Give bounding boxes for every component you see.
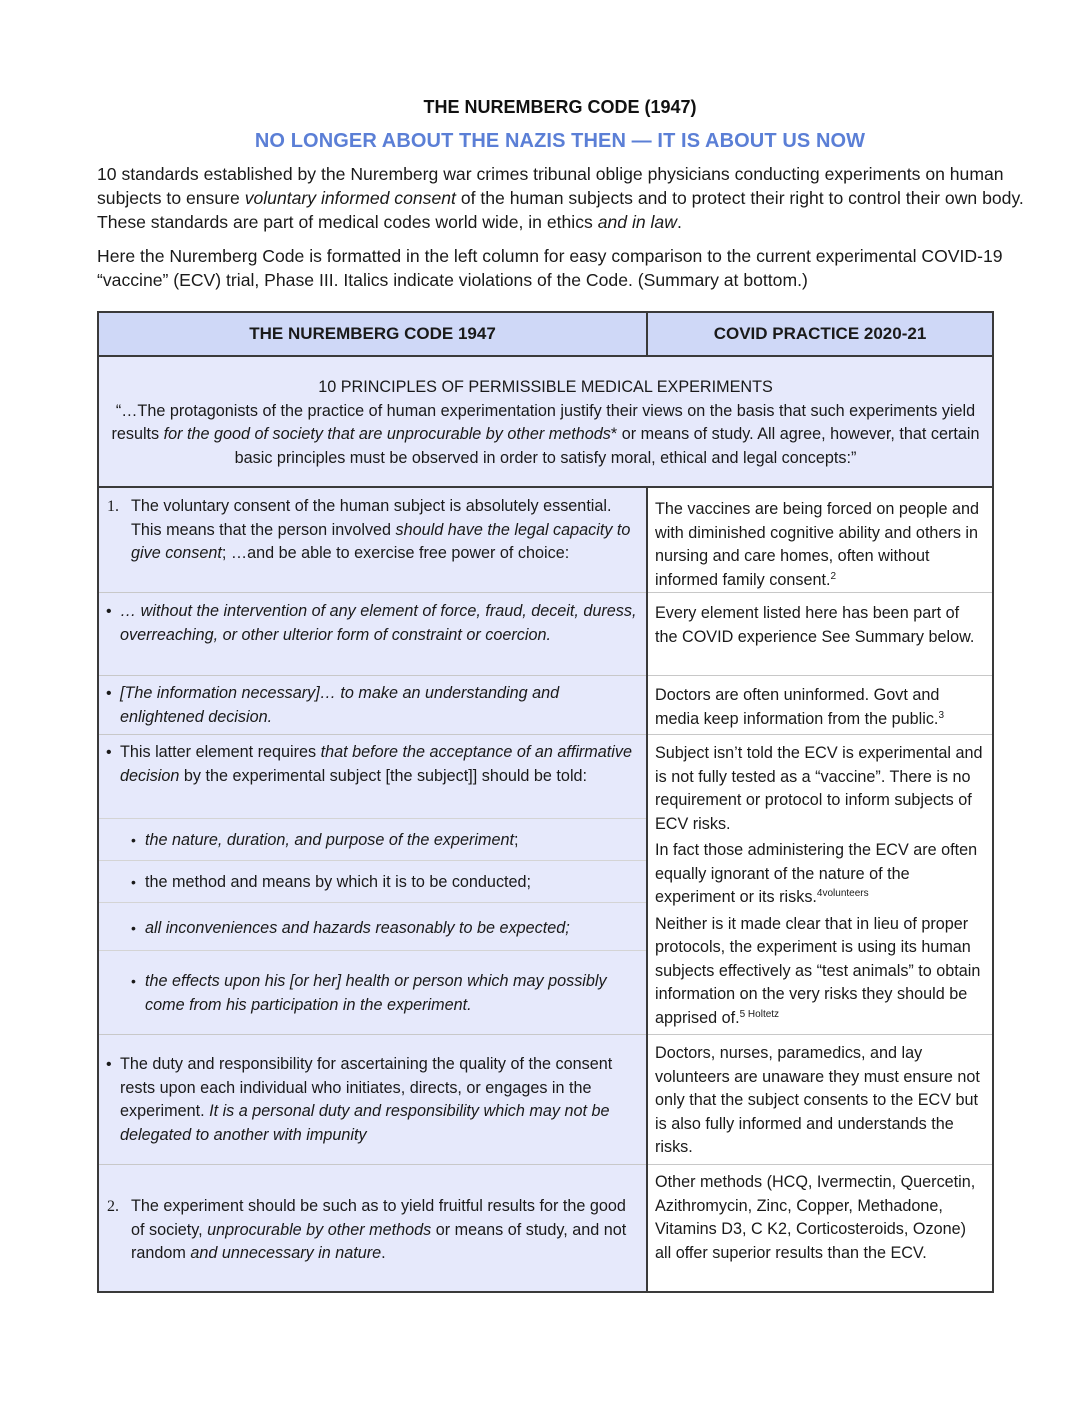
practice-paragraph-1: Subject isn’t told the ECV is experimental and is not fully tested as a “vaccine”. There is no requirement or protocol to inform subjects of ECV risks. (655, 744, 983, 833)
nuremberg-code-column (99, 488, 648, 1291)
row-text-b: or means of study, and not random (131, 1220, 627, 1262)
row-text (131, 1195, 638, 1266)
row-divider (648, 675, 992, 676)
practice-row-1 (655, 498, 986, 592)
row-divider (648, 734, 992, 735)
sub-divider (99, 860, 646, 861)
row-divider (99, 675, 646, 676)
row-text-c: . (381, 1244, 386, 1262)
practice-row-3 (655, 684, 986, 731)
practice-text: Doctors are often uninformed. Govt and media keep information from the public. (655, 686, 940, 728)
practice-row-6: Other methods (HCQ, Ivermectin, Quercetin, Azithromycin, Zinc, Copper, Methadone, Vitamins D3, C K2, Corticosteroids, Ozone) all offer superior results than the ECV. (655, 1173, 976, 1262)
row-italic-2: and unnecessary in nature (190, 1244, 382, 1262)
sub-bullet: • (131, 874, 136, 890)
document-title: THE NUREMBERG CODE (1947) (423, 97, 697, 117)
sub-text: the method and means by which it is to be conducted; (145, 873, 532, 891)
row-divider (648, 1164, 992, 1165)
intro-text-1: 10 standards established by the Nuremberg war crimes tribunal oblige physicians conducting experiments on human subjects to ensure (97, 164, 1004, 208)
footnote-ref: 2 (830, 570, 837, 582)
comparison-table (97, 311, 994, 1293)
quote-text-b: * or means of study. All agree, however, that certain basic principles must be observed in order to satisfy moral, ethical and legal concepts:” (234, 425, 980, 467)
sub-italic: all inconveniences and hazards reasonably to be expected; (145, 919, 570, 937)
intro-text-2: of the human subjects and to protect their right to control their own body. These standards are part of medical codes world wide, in ethics (97, 188, 1024, 232)
row-number: 2. (107, 1198, 119, 1215)
sub-bullet: • (131, 920, 136, 936)
intro-text-3: . (676, 212, 682, 232)
row-text-a: This latter element requires (120, 743, 321, 761)
sub-text (145, 970, 638, 1017)
sub-text (145, 829, 638, 853)
sub-bullet: • (131, 832, 136, 848)
practice-row-2: Every element listed here has been part of the COVID experience See Summary below. (655, 604, 975, 646)
intro-italic-1: voluntary informed consent (244, 188, 456, 208)
sub-bullet: • (131, 973, 136, 989)
row-divider (648, 1034, 992, 1035)
covid-practice-column (648, 488, 992, 1291)
principles-intro-cell (99, 357, 992, 488)
row-divider (99, 1034, 646, 1035)
row-italic: should have the legal capacity to give consent (131, 520, 631, 562)
row-italic: unprocurable by other methods (207, 1220, 432, 1239)
row-italic: It is a personal duty and responsibility which may not be delegated to another with impunity (120, 1102, 610, 1144)
row-text-b: by the experimental subject [the subject]] should be told: (179, 766, 588, 785)
intro-paragraph (97, 162, 1032, 234)
sub-italic: the effects upon his [or her] health or person which may possibly come from his participation in the experiment. (145, 972, 607, 1014)
practice-text: Neither is it made clear that in lieu of proper protocols, the experiment is using its human subjects effectively as “test animals” to obtain information on the very risks they should be apprised of. (655, 914, 981, 1027)
principles-quote (99, 400, 992, 471)
quote-italic: for the good of society that are unprocurable by other methods (163, 425, 611, 443)
row-divider (99, 592, 646, 593)
row-text (120, 1053, 638, 1147)
row-text (131, 495, 638, 566)
row-text-b: ; …and be able to exercise free power of choice: (221, 544, 570, 562)
footnote-ref: 4volunteers (816, 888, 869, 899)
sub-divider (99, 950, 646, 951)
document-subtitle: NO LONGER ABOUT THE NAZIS THEN — IT IS ABOUT US NOW (254, 130, 866, 152)
row-italic: … without the intervention of any element of force, fraud, deceit, duress, overreaching, or other ulterior form of constraint or coercion. (120, 602, 637, 644)
sub-italic: the nature, duration, and purpose of the experiment (145, 831, 514, 849)
row-italic: that before the acceptance of an affirmative decision (120, 743, 632, 785)
practice-paragraph-2 (655, 839, 986, 910)
bullet: • (106, 603, 112, 620)
row-divider (648, 592, 992, 593)
principles-heading: 10 PRINCIPLES OF PERMISSIBLE MEDICAL EXPERIMENTS (318, 378, 773, 396)
row-text (120, 741, 638, 788)
sub-tail: ; (513, 831, 519, 849)
left-column-header: THE NUREMBERG CODE 1947 (99, 313, 648, 357)
comparison-paragraph: Here the Nuremberg Code is formatted in the left column for easy comparison to the current experimental COVID-19 “vaccine” (ECV) trial, Phase III. Italics indicate violations of the Code. (Summary at bottom.) (97, 246, 1003, 290)
bullet: • (106, 744, 112, 761)
quote-text-a: “…The protagonists of the practice of human experimentation justify their views on the basis that such experiments yield results (111, 401, 976, 443)
practice-paragraph-3 (655, 913, 986, 1031)
row-italic: [The information necessary]… to make an understanding and enlightened decision. (120, 684, 560, 726)
practice-row-4 (655, 742, 986, 1030)
row-text-a: The experiment should be such as to yield fruitful results for the good of society, (131, 1197, 626, 1239)
row-text (120, 682, 638, 729)
practice-text: In fact those administering the ECV are often equally ignorant of the nature of the experiment or its risks. (655, 841, 978, 906)
row-text-a: The voluntary consent of the human subject is absolutely essential. This means that the person involved (131, 497, 612, 539)
row-divider (99, 734, 646, 735)
sub-divider (99, 902, 646, 903)
footnote-ref: 5 Holtetz (739, 1008, 780, 1020)
sub-divider (99, 818, 646, 819)
bullet: • (106, 685, 112, 702)
sub-text (145, 917, 638, 941)
row-number: 1. (107, 498, 119, 515)
row-text (120, 600, 638, 647)
practice-row-5: Doctors, nurses, paramedics, and lay volunteers are unaware they must ensure not only that the subject consents to the ECV but is also fully informed and understands the risks. (655, 1044, 980, 1156)
intro-italic-2: and in law (597, 212, 677, 232)
bullet: • (106, 1056, 112, 1073)
right-column-header: COVID PRACTICE 2020-21 (648, 313, 992, 357)
footnote-ref: 3 (938, 709, 944, 721)
row-divider (99, 1164, 646, 1165)
practice-text: The vaccines are being forced on people and with diminished cognitive ability and others in nursing and care homes, often without informed family consent. (655, 500, 979, 589)
row-text-a: The duty and responsibility for ascertaining the quality of the consent rests upon each individual who initiates, directs, or engages in the experiment. (120, 1055, 613, 1120)
